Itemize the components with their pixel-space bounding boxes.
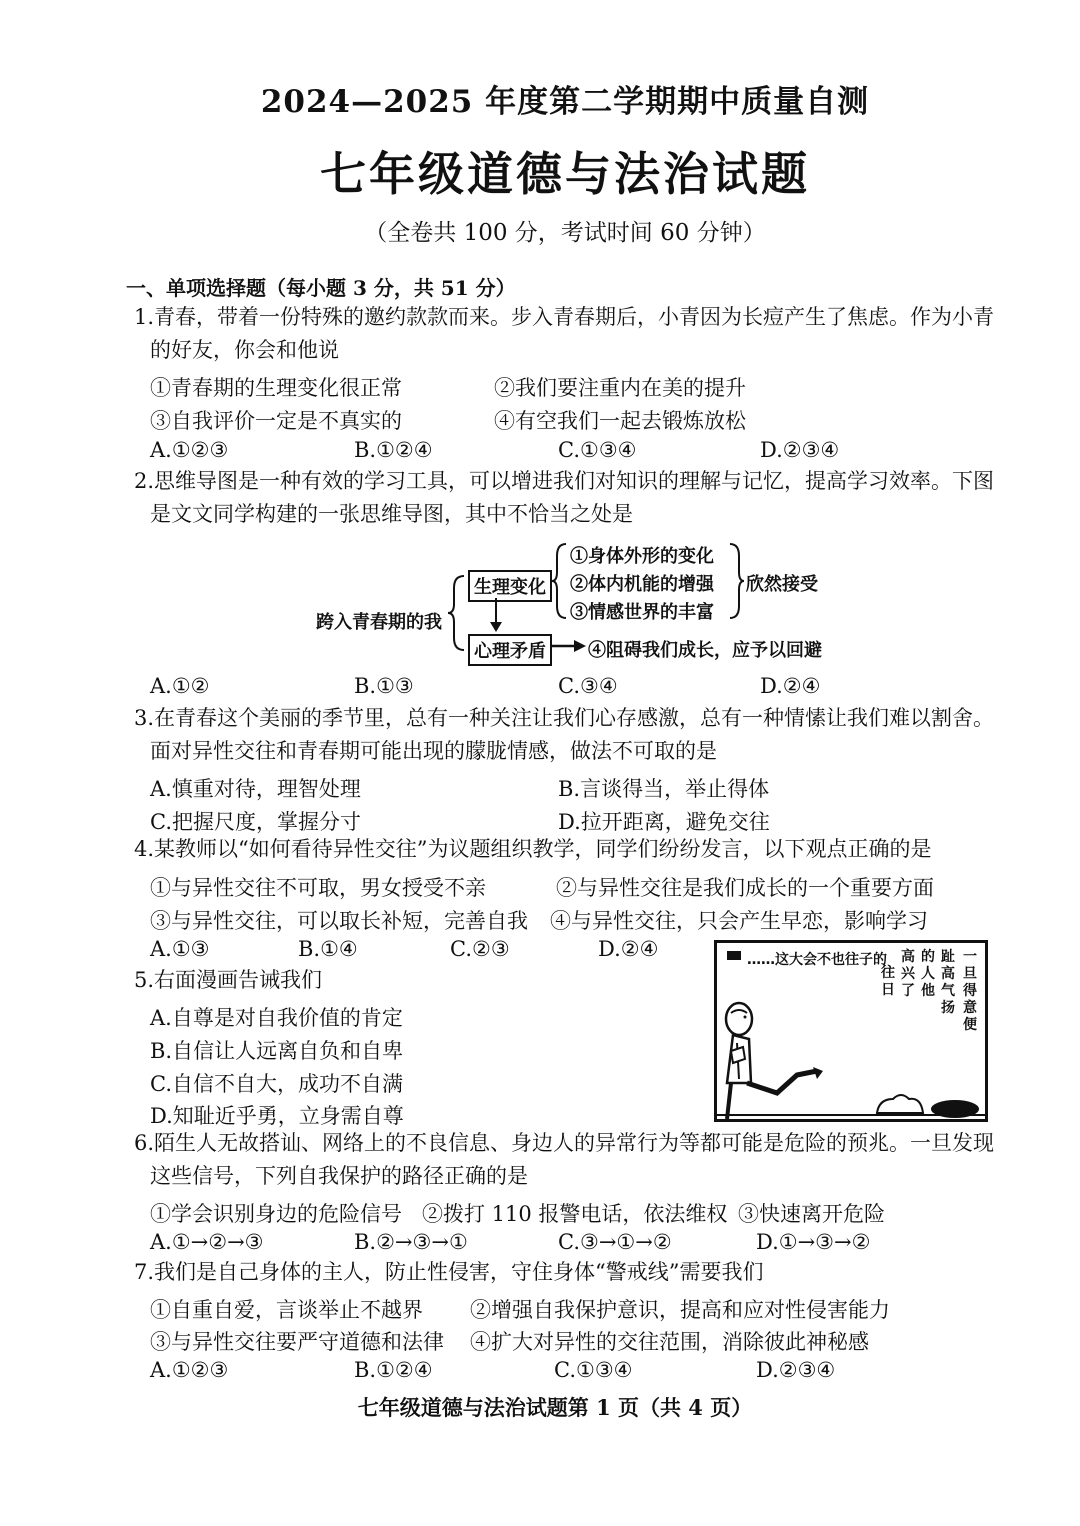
q6-option-a[interactable]: A.①→②→③: [150, 1230, 264, 1254]
q7-statement-4: ④扩大对异性的交往范围，消除彼此神秘感: [470, 1330, 869, 1354]
q3-option-b[interactable]: B.言谈得当，举止得体: [558, 777, 770, 801]
exam-title-line1: 2024—2025 年度第二学期期中质量自测: [260, 84, 870, 120]
q1-option-a[interactable]: A.①②③: [150, 438, 229, 462]
q3-option-d[interactable]: D.拉开距离，避免交往: [558, 810, 770, 834]
q5-stem-line1: 5.右面漫画告诫我们: [134, 968, 323, 992]
q1-stem-line2: 的好友，你会和他说: [150, 338, 339, 362]
mindmap-right-brace: [728, 542, 744, 620]
q4-statement-1: ①与异性交往不可取，男女授受不亲: [150, 876, 486, 900]
q3-option-a[interactable]: A.慎重对待，理智处理: [150, 777, 361, 801]
q7-statement-1: ①自重自爱，言谈举止不越界: [150, 1298, 423, 1322]
q7-statement-2: ②增强自我保护意识，提高和应对性侵害能力: [470, 1298, 890, 1322]
mindmap-root: 跨入青春期的我: [316, 612, 442, 633]
q5-option-d[interactable]: D.知耻近乎勇，立身需自尊: [150, 1104, 404, 1128]
exam-subtitle: （全卷共 100 分，考试时间 60 分钟）: [364, 220, 766, 246]
cartoon-drawing: [717, 943, 985, 1119]
q6-stem-line2: 这些信号，下列自我保护的路径正确的是: [150, 1164, 528, 1188]
mindmap-node-physiology: 生理变化: [468, 570, 552, 602]
q7-stem-line1: 7.我们是自己身体的主人，防止性侵害，守住身体“警戒线”需要我们: [134, 1260, 764, 1284]
q1-statement-4: ④有空我们一起去锻炼放松: [494, 409, 746, 433]
mindmap-leaf-3: ③情感世界的丰富: [570, 602, 714, 623]
q5-option-b[interactable]: B.自信让人远离自负和自卑: [150, 1039, 404, 1063]
q1-option-c[interactable]: C.①③④: [558, 438, 637, 462]
q6-option-b[interactable]: B.②→③→①: [354, 1230, 468, 1254]
q3-stem-line2: 面对异性交往和青春期可能出现的朦胧情感，做法不可取的是: [150, 739, 717, 763]
q4-stem-line1: 4.某教师以“如何看待异性交往”为议题组织教学，同学们纷纷发言，以下观点正确的是: [134, 837, 932, 861]
q4-statement-4: ④与异性交往，只会产生早恋，影响学习: [550, 909, 928, 933]
exam-title-main: 七年级道德与法治试题: [320, 147, 810, 201]
q7-option-b[interactable]: B.①②④: [354, 1358, 433, 1382]
q3-stem-line1: 3.在青春这个美丽的季节里，总有一种关注让我们心存感激，总有一种情愫让我们难以割舍。: [134, 706, 995, 730]
q1-option-b[interactable]: B.①②④: [354, 438, 433, 462]
q2-option-d[interactable]: D.②④: [760, 674, 821, 698]
q5-option-c[interactable]: C.自信不自大，成功不自满: [150, 1072, 403, 1096]
mindmap-leaf-2: ②体内机能的增强: [570, 574, 714, 595]
q7-option-c[interactable]: C.①③④: [554, 1358, 633, 1382]
q2-stem-line2: 是文文同学构建的一张思维导图，其中不恰当之处是: [150, 502, 633, 526]
page-footer: 七年级道德与法治试题第 1 页（共 4 页）: [357, 1395, 753, 1420]
mindmap-leaf-brace: [552, 542, 570, 620]
cartoon-image: [714, 940, 988, 1122]
q6-statement-3: ③快速离开危险: [738, 1202, 885, 1226]
q5-option-a[interactable]: A.自尊是对自我价值的肯定: [150, 1006, 403, 1030]
cartoon-text-col3: 的人他: [921, 949, 935, 999]
q6-stem-line1: 6.陌生人无故搭讪、网络上的不良信息、身边人的异常行为等都可能是危险的预兆。一旦发现: [134, 1131, 995, 1155]
q2-option-c[interactable]: C.③④: [558, 674, 618, 698]
q4-option-a[interactable]: A.①③: [150, 937, 210, 961]
q7-option-a[interactable]: A.①②③: [150, 1358, 229, 1382]
q4-statement-3: ③与异性交往，可以取长补短，完善自我: [150, 909, 528, 933]
right-arrow-icon: [552, 636, 588, 656]
cartoon-caption: ……这大会不也往子的: [747, 952, 887, 968]
q4-option-d[interactable]: D.②④: [598, 937, 659, 961]
q7-option-d[interactable]: D.②③④: [756, 1358, 836, 1382]
q1-statement-3: ③自我评价一定是不真实的: [150, 409, 402, 433]
q6-statement-1: ①学会识别身边的危险信号: [150, 1202, 402, 1226]
q7-statement-3: ③与异性交往要严守道德和法律: [150, 1330, 444, 1354]
q6-option-c[interactable]: C.③→①→②: [558, 1230, 672, 1254]
mindmap-root-brace: [448, 574, 468, 652]
cartoon-text-col2: 高兴了: [901, 949, 915, 999]
section-heading: 一、单项选择题（每小题 3 分，共 51 分）: [126, 276, 516, 300]
q6-option-d[interactable]: D.①→③→②: [756, 1230, 871, 1254]
q1-option-d[interactable]: D.②③④: [760, 438, 840, 462]
cartoon-text-col1: 往日: [881, 965, 895, 998]
mindmap-node-psychology: 心理矛盾: [468, 634, 552, 666]
mindmap-accept: 欣然接受: [746, 574, 818, 595]
q2-option-a[interactable]: A.①②: [150, 674, 210, 698]
q1-statement-1: ①青春期的生理变化很正常: [150, 376, 402, 400]
mindmap-leaf-1: ①身体外形的变化: [570, 546, 714, 567]
down-arrow-icon: [486, 598, 506, 634]
q2-stem-line1: 2.思维导图是一种有效的学习工具，可以增进我们对知识的理解与记忆，提高学习效率。下图: [134, 469, 995, 493]
q1-stem-line1: 1.青春，带着一份特殊的邀约款款而来。步入青春期后，小青因为长痘产生了焦虑。作为小青: [134, 305, 995, 329]
q4-option-b[interactable]: B.①④: [298, 937, 358, 961]
q6-statement-2: ②拨打 110 报警电话，依法维权: [422, 1202, 728, 1226]
q2-option-b[interactable]: B.①③: [354, 674, 414, 698]
cartoon-text-col4: 趾高气扬: [941, 949, 955, 1016]
q4-statement-2: ②与异性交往是我们成长的一个重要方面: [556, 876, 934, 900]
q3-option-c[interactable]: C.把握尺度，掌握分寸: [150, 810, 361, 834]
mindmap-leaf-4: ④阻碍我们成长，应予以回避: [588, 640, 822, 661]
cartoon-text-col5: 一旦得意便: [963, 949, 977, 1033]
q1-statement-2: ②我们要注重内在美的提升: [494, 376, 746, 400]
q4-option-c[interactable]: C.②③: [450, 937, 510, 961]
